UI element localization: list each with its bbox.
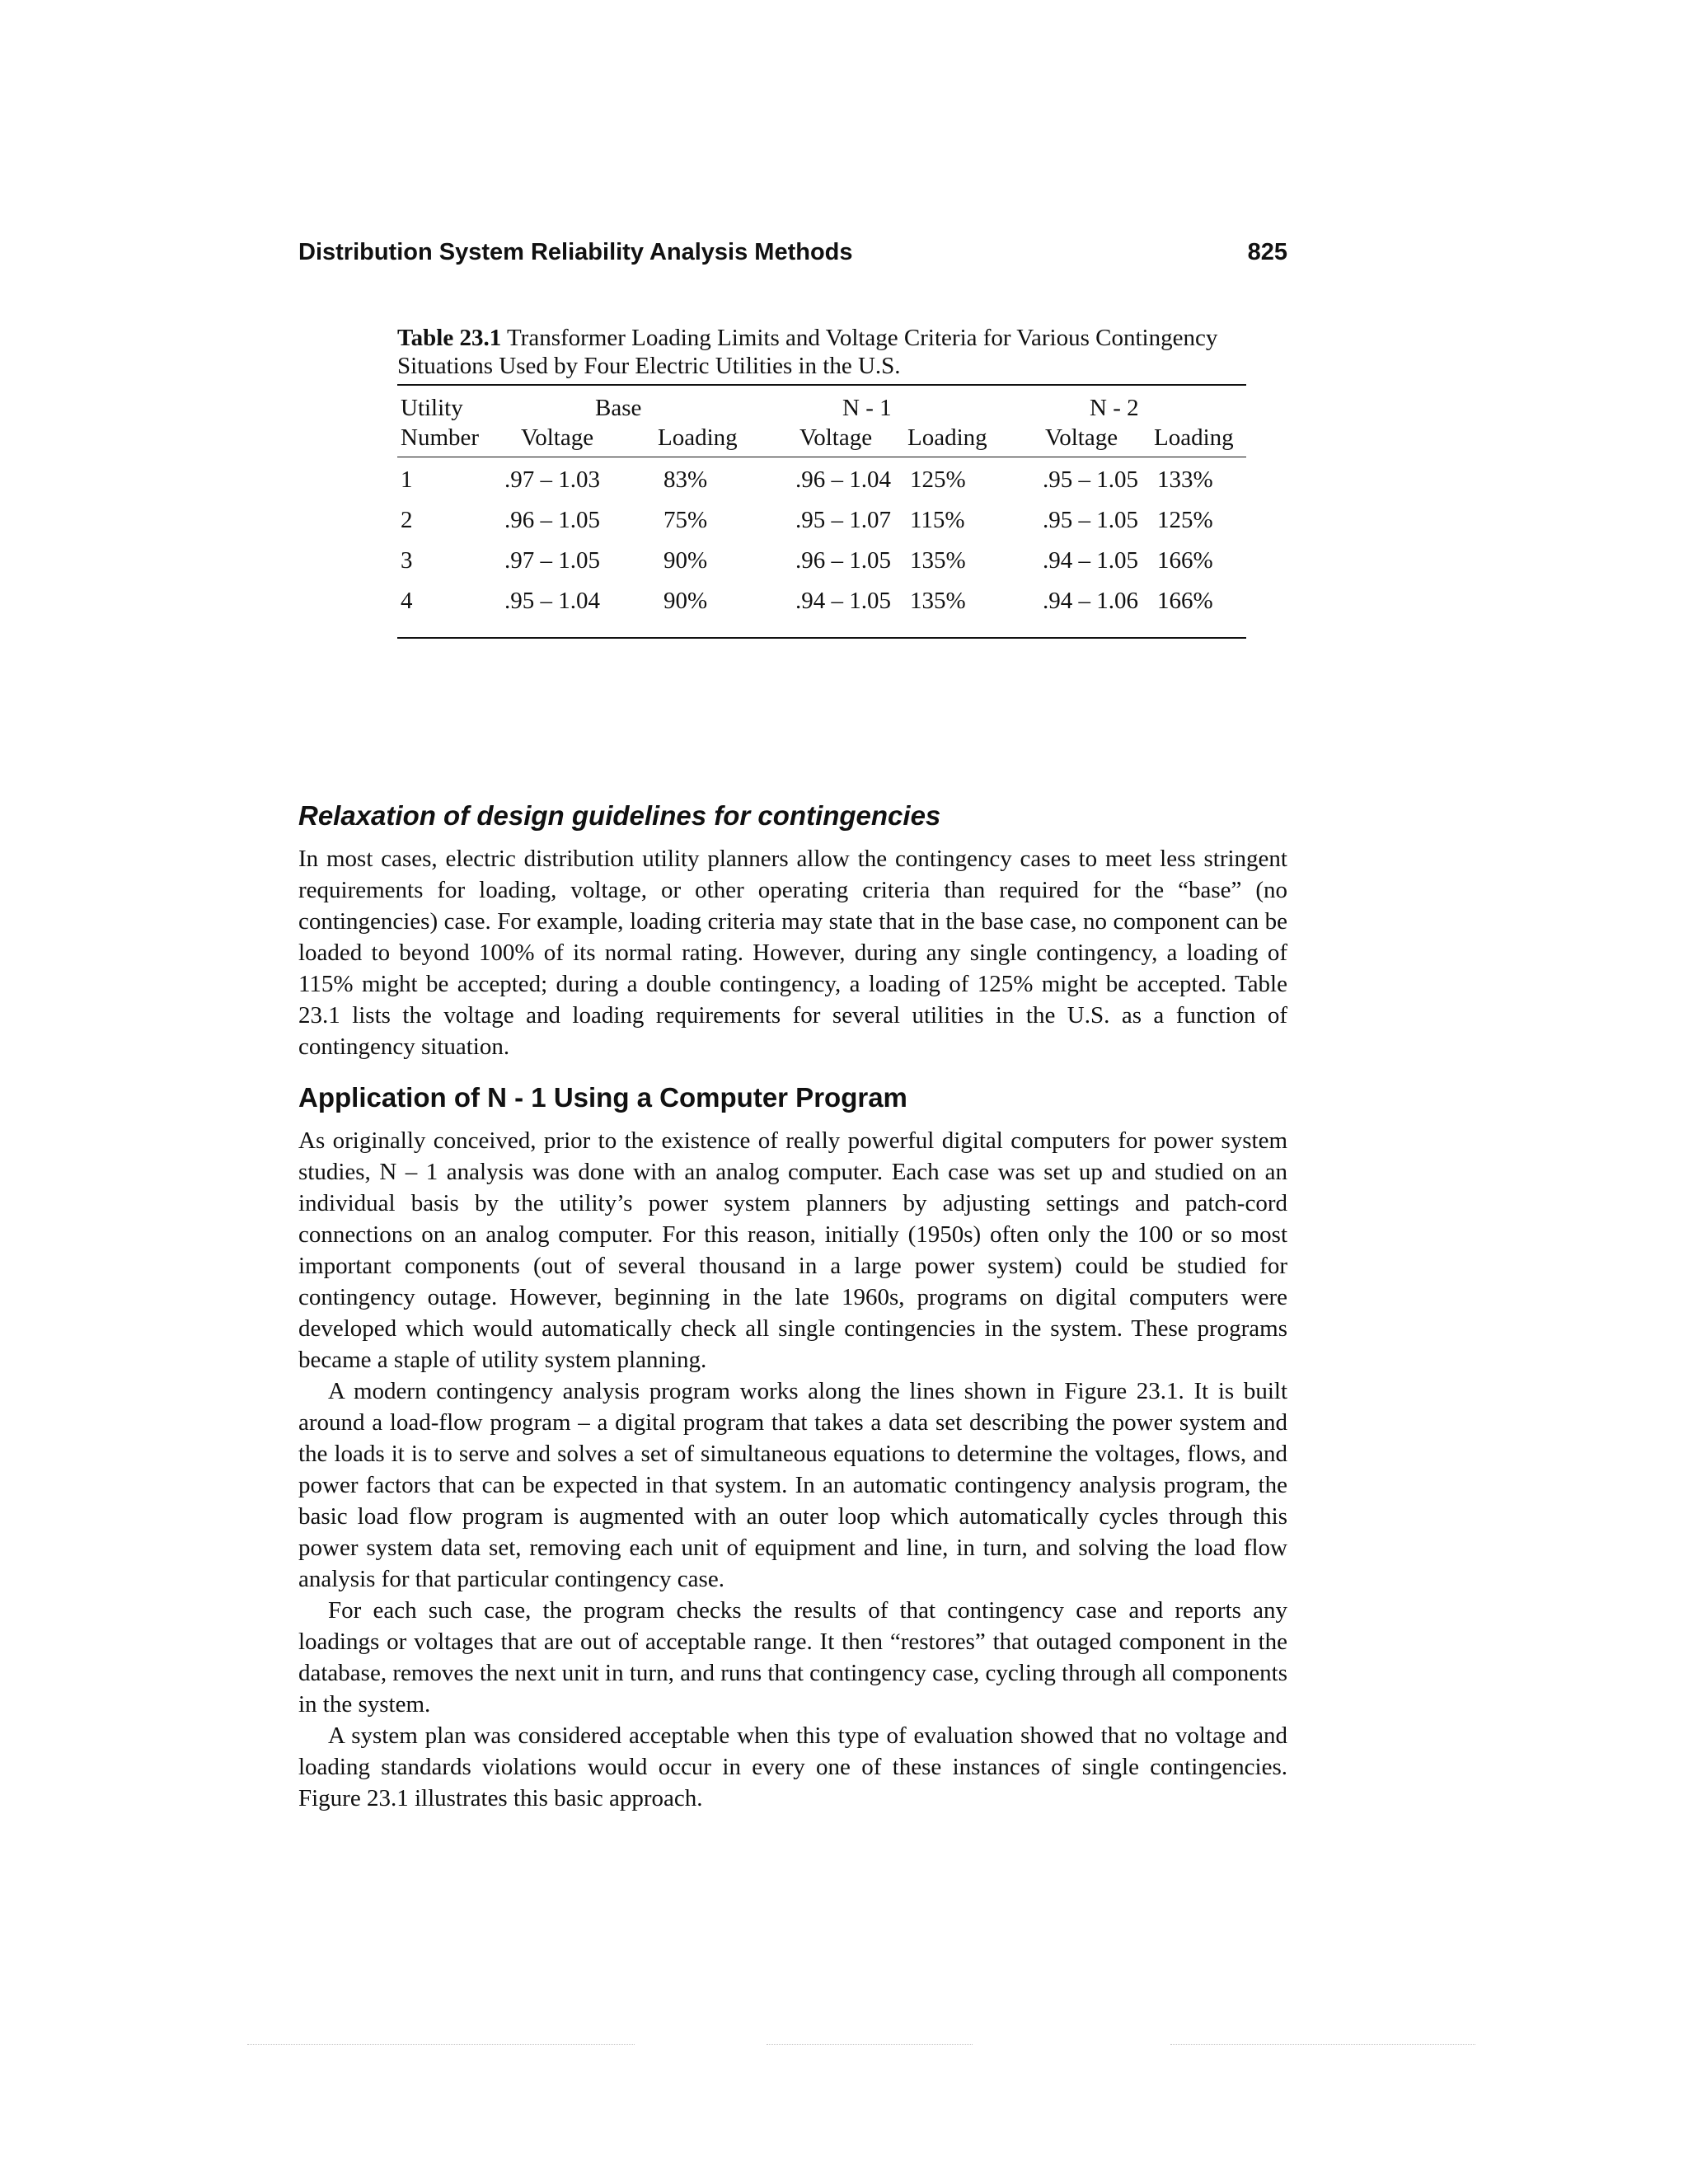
cell-base-loading: 83% — [663, 466, 708, 493]
body-text — [298, 795, 1287, 1814]
cell-n2-loading: 133% — [1157, 466, 1213, 493]
cell-n2-voltage: .95 – 1.05 — [1043, 507, 1138, 533]
cell-n1-loading: 135% — [910, 547, 966, 574]
table-row — [397, 587, 1246, 627]
cell-base-voltage: .97 – 1.03 — [504, 466, 600, 493]
header-n2-loading: Loading — [1154, 424, 1234, 451]
section-heading-relaxation: Relaxation of design guidelines for contingencies — [298, 800, 941, 831]
cell-n1-loading: 115% — [910, 507, 965, 533]
header-utility: Utility — [401, 395, 463, 421]
table-row — [397, 506, 1246, 546]
cell-n2-loading: 166% — [1157, 547, 1213, 574]
cell-n1-loading: 125% — [910, 466, 966, 493]
cell-base-loading: 90% — [663, 547, 708, 574]
cell-n1-voltage: .94 – 1.05 — [795, 588, 891, 614]
section-heading-application: Application of N - 1 Using a Computer Program — [298, 1082, 907, 1113]
paragraph: As originally conceived, prior to the existence of really powerful digital computers for power system studies, N – 1 analysis was done with an analog computer. Each case was set up and studied on an individual basis by the utility’s power system planners by adjusting settings and patch-cord connections on an analog computer. For this reason, initially (1950s) often only the 100 or so most important components (out of several thousand in a large power system) could be studied for contingency outage. However, beginning in the late 1960s, programs on digital computers were developed which would automatically check all single contingencies in the system. These programs became a staple of utility system planning. — [298, 1127, 1287, 1373]
cell-base-loading: 75% — [663, 507, 708, 533]
table-caption-text: Transformer Loading Limits and Voltage Criteria for Various Contingency Situations Used by Four Electric Utilities in the U.S. — [397, 325, 1218, 379]
cell-n2-loading: 166% — [1157, 588, 1213, 614]
table-23-1 — [397, 324, 1246, 639]
cell-utility: 2 — [401, 507, 413, 533]
running-header-title: Distribution System Reliability Analysis Methods — [298, 239, 853, 265]
cell-n1-voltage: .96 – 1.05 — [795, 547, 891, 574]
cell-base-voltage: .95 – 1.04 — [504, 588, 600, 614]
table-row — [397, 466, 1246, 506]
table-caption-label: Table 23.1 — [397, 325, 502, 351]
cell-n1-loading: 135% — [910, 588, 966, 614]
table-row — [397, 546, 1246, 587]
header-n2: N - 2 — [1090, 395, 1139, 421]
scan-artifact-line — [1170, 2044, 1475, 2045]
scan-artifact-line — [247, 2044, 635, 2045]
table-group-header-row — [397, 394, 1246, 424]
paragraph: In most cases, electric distribution utility planners allow the contingency cases to meet less stringent requirements for loading, voltage, or other operating criteria than required for the “base” (no contingencies) case. For example, loading criteria may state that in the base case, no component can be loaded to beyond 100% of its normal rating. However, during any single contingency, a loading of 115% might be accepted; during a double contingency, a loading of 125% might be accepted. Table 23.1 lists the voltage and loading requirements for several utilities in the U.S. as a function of contingency situation. — [298, 846, 1287, 1060]
cell-utility: 3 — [401, 547, 413, 574]
paragraph: A modern contingency analysis program works along the lines shown in Figure 23.1. It is built around a load-flow program – a digital program that takes a data set describing the power system and the loads it is to serve and solves a set of simultaneous equations to determine the voltages, flows, and power factors that can be expected in that system. In an automatic contingency analysis program, the basic load flow program is augmented with an outer loop which automatically cycles through this power system data set, removing each unit of equipment and line, in turn, and solving the load flow analysis for that particular contingency case. — [298, 1378, 1287, 1592]
cell-n1-voltage: .96 – 1.04 — [795, 466, 891, 493]
table-caption — [397, 324, 1246, 380]
cell-n2-voltage: .94 – 1.06 — [1043, 588, 1138, 614]
header-base: Base — [595, 395, 642, 421]
cell-n1-voltage: .95 – 1.07 — [795, 507, 891, 533]
header-n1-loading: Loading — [907, 424, 987, 451]
cell-utility: 4 — [401, 588, 413, 614]
cell-n2-loading: 125% — [1157, 507, 1213, 533]
table-bottom-rule — [397, 637, 1246, 639]
table-top-rule — [397, 384, 1246, 386]
cell-n2-voltage: .95 – 1.05 — [1043, 466, 1138, 493]
cell-base-voltage: .97 – 1.05 — [504, 547, 600, 574]
cell-n2-voltage: .94 – 1.05 — [1043, 547, 1138, 574]
cell-base-loading: 90% — [663, 588, 708, 614]
paragraph: For each such case, the program checks the results of that contingency case and reports any loadings or voltages that are out of acceptable range. It then “restores” that outaged component in the database, removes the next unit in turn, and runs that contingency case, cycling through all components in the system. — [298, 1597, 1287, 1718]
paragraph: A system plan was considered acceptable when this type of evaluation showed that no voltage and loading standards violations would occur in every one of these instances of single contingencies. Figure 23.1 illustrates this basic approach. — [298, 1722, 1287, 1811]
header-n1-voltage: Voltage — [799, 424, 873, 451]
table-column-header-row — [397, 424, 1246, 453]
header-n1: N - 1 — [842, 395, 892, 421]
header-base-voltage: Voltage — [521, 424, 594, 451]
header-base-loading: Loading — [658, 424, 738, 451]
cell-base-voltage: .96 – 1.05 — [504, 507, 600, 533]
cell-utility: 1 — [401, 466, 413, 493]
header-n2-voltage: Voltage — [1045, 424, 1118, 451]
scan-artifact-line — [767, 2044, 973, 2045]
header-number: Number — [401, 424, 480, 451]
page-number: 825 — [1247, 239, 1287, 265]
